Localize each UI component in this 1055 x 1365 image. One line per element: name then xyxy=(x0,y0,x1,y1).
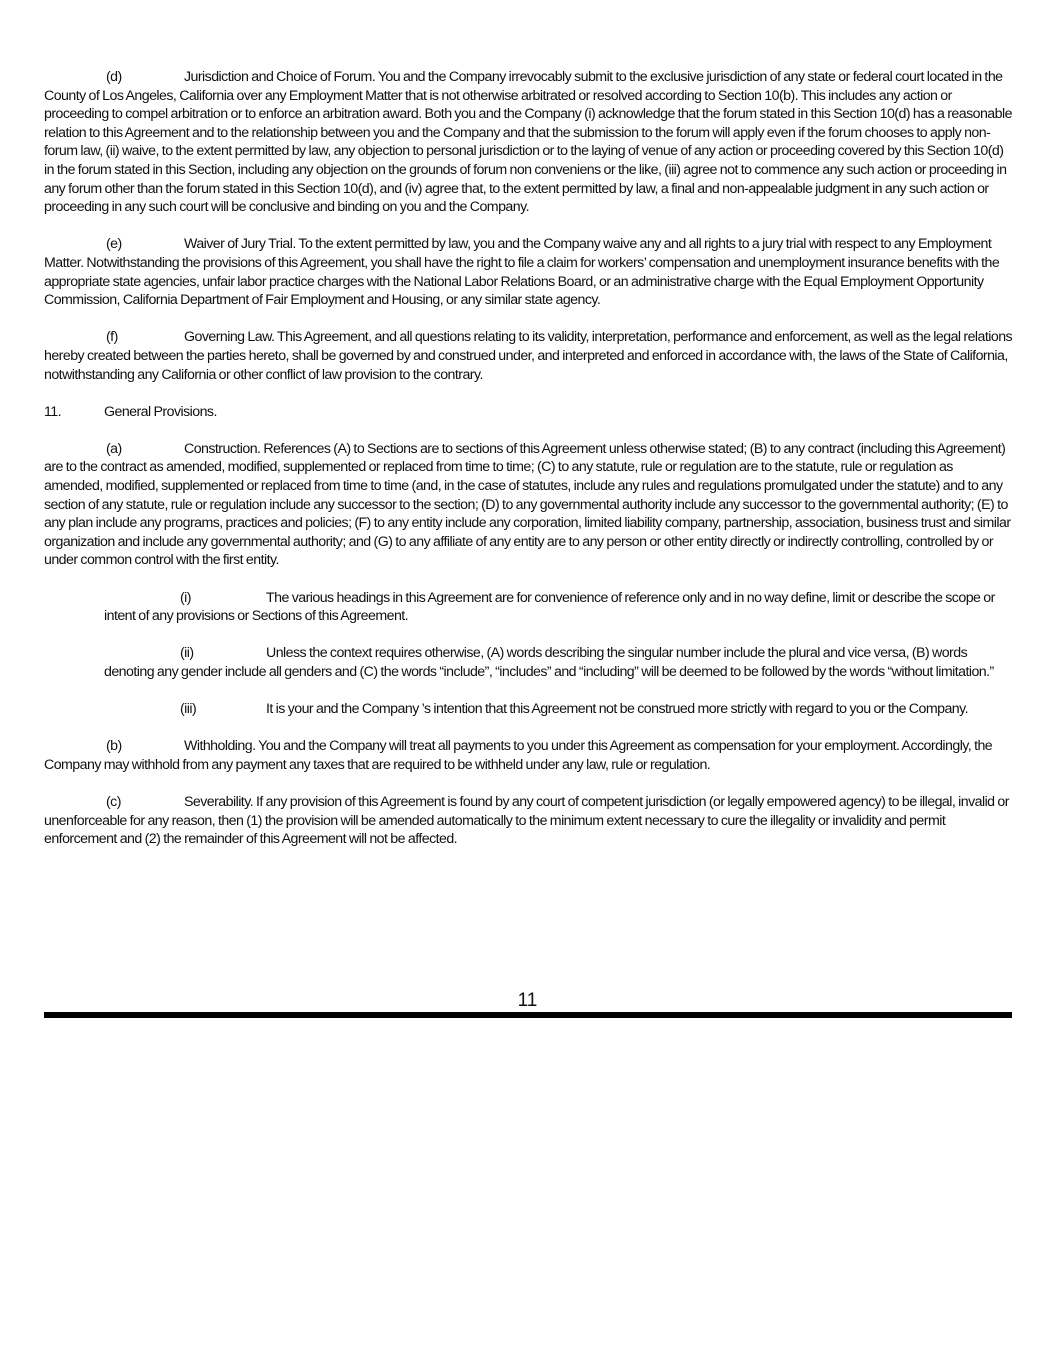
paragraph-label: (d) xyxy=(106,69,122,85)
paragraph-11c xyxy=(44,793,1014,849)
subparagraph-text: The various headings in this Agreement are for convenience of reference only and in no way define, limit or describe the scope or intent of any provisions or Sections of this Agreement. xyxy=(104,589,995,625)
section-title: General Provisions. xyxy=(104,403,217,420)
paragraph-text: Waiver of Jury Trial. To the extent permitted by law, you and the Company waive any and all rights to a jury trial with respect to any Employment Matter. Notwithstanding the provisions of this Agreement, you shall have the right to file a claim for workers’ compensation and unemployment insurance benefits with the appropriate state agencies, unfair labor practice charges with the National Labor Relations Board, or an administrative charge with the Equal Employment Opportunity Commission, California Department of Fair Employment and Housing, or any similar state agency. xyxy=(44,236,1000,309)
paragraph-text: Governing Law. This Agreement, and all questions relating to its validity, interpretation, performance and enforcement, as well as the legal relations hereby created between the parties hereto, shall be governed by and construed under, and interpreted and enforced in accordance with, the laws of the State of California, notwithstanding any California or other conflict of law provision to the contrary. xyxy=(44,329,1013,383)
paragraph-label: (b) xyxy=(106,738,122,755)
subparagraph-label: (iii) xyxy=(180,701,197,718)
subparagraph-text: It is your and the Company ’s intention that this Agreement not be construed more strictly with regard to you or the Company. xyxy=(266,701,969,718)
document-page xyxy=(44,68,1014,868)
page-footer-rule xyxy=(44,1012,1012,1018)
paragraph-11b xyxy=(44,737,1014,774)
paragraph-label: (f) xyxy=(106,329,118,346)
subparagraph-text: Unless the context requires otherwise, (A) words describing the singular number include the plural and vice versa, (B) words denoting any gender include all genders and (C) the words “include”, “includes” and “including” will be deemed to be followed by the words “without limitation.” xyxy=(104,645,994,680)
subparagraph-label: (i) xyxy=(180,589,191,606)
paragraph-text: Construction. References (A) to Sections are to sections of this Agreement unless otherwise stated; (B) to any contract (including this Agreement) are to the contract as amended, modified, supplemented or replaced from time to time; (C) to any statute, rule or regulation are to the statute, rule or regulation as amended, modified, supplemented or replaced from time to time (and, in the case of statutes, include any rules and regulations promulgated under the statute) and to any section of any statute, rule or regulation include any successor to the section; (D) to any governmental authority include any successor to the governmental authority; (E) to any plan include any programs, practices and policies; (F) to any entity include any corporation, limited liability company, partnership, association, business trust and similar organization and include any governmental authority; and (G) to any affiliate of any entity are to any person or other entity directly or indirectly controlling, controlled by or under common control with the first entity. xyxy=(44,440,1011,569)
paragraph-10e xyxy=(44,235,1014,309)
paragraph-label: (c) xyxy=(106,794,121,811)
paragraph-label: (e) xyxy=(106,236,122,253)
paragraph-text: Withholding. You and the Company will treat all payments to you under this Agreement as compensation for your employment. Accordingly, the Company may withhold from any payment any taxes that are required to be withheld under any law, rule or regulation. xyxy=(44,738,993,773)
paragraph-text: Severability. If any provision of this Agreement is found by any court of competent jurisdiction (or legally empowered agency) to be illegal, invalid or unenforceable for any reason, then (1) the provision will be amended automatically to the minimum extent necessary to cure the illegality or invalidity and permit enforcement and (2) the remainder of this Agreement will not be affected. xyxy=(44,794,1009,848)
paragraph-10f xyxy=(44,328,1014,384)
section-heading xyxy=(44,403,1014,422)
paragraph-label: (a) xyxy=(106,440,122,457)
subparagraph-iii xyxy=(104,700,1014,719)
paragraph-text: Jurisdiction and Choice of Forum. You and the Company irrevocably submit to the exclusive jurisdiction of any state or federal court located in the County of Los Angeles, California over any Employment Matter that is not otherwise arbitrated or resolved according to Section 10(b). This includes any action or proceeding to compel arbitration or to enforce an arbitration award. Both you and the Company (i) acknowledge that the forum stated in this Section 10(d) has a reasonable relation to this Agreement and to the relationship between you and the Company and that the submission to the forum will apply even if the forum chooses to apply non-forum law, (ii) waive, to the extent permitted by law, any objection to personal jurisdiction or to the laying of venue of any action or proceeding covered by this Section 10(d) in the forum stated in this Section, including any objection on the grounds of forum non conveniens or the like, (iii) agree not to commence any such action or proceeding in any forum other than the forum stated in this Section 10(d), and (iv) agree that, to the extent permitted by law, a final and non-appealable judgment in any such action or proceeding in any such court will be conclusive and binding on you and the Company. xyxy=(44,69,1012,216)
subparagraph-i xyxy=(104,589,1014,626)
page-number: 11 xyxy=(517,990,538,1011)
paragraph-10d xyxy=(44,68,1014,217)
subparagraph-label: (ii) xyxy=(180,645,194,662)
section-number: 11. xyxy=(44,403,62,420)
paragraph-11a xyxy=(44,440,1014,570)
subparagraph-ii xyxy=(104,644,1014,681)
